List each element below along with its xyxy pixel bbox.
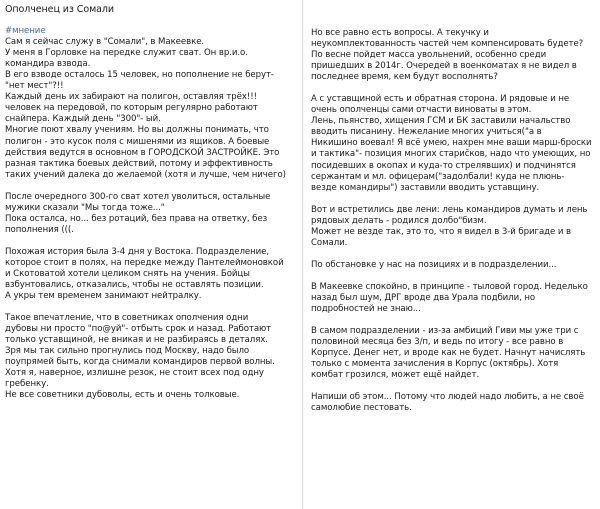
text-line: По обстановке у нас на позициях и в подразделении... [311, 259, 557, 270]
text-line: разная тактика боевых действий, потому и эффективность [5, 158, 273, 169]
text-line: командира взвода. [5, 59, 91, 70]
paragraph [5, 192, 303, 236]
text-line: мужики сказали "Мы тогда тоже..." [5, 202, 165, 213]
text-line: которое стоит в полях, на передке между Пантелеймоновкой [5, 257, 284, 268]
text-line: В его взводе осталось 15 человек, но пополнение не берут- [5, 70, 274, 81]
text-line: таких учений далека до желаемой (хотя и лучше, чем ничего) [5, 169, 286, 180]
text-line: Но все равно есть вопросы. А текучку и [311, 28, 489, 38]
left-column [0, 0, 303, 402]
paragraph-gap [311, 249, 600, 260]
text-line: и тактика"- позиция многих стариčков, надо что умеющих, но [311, 149, 591, 160]
paragraph-gap [311, 271, 600, 282]
text-line: очень ополченцы сами отчасти виноваты в этом. [311, 105, 532, 116]
text-line: только с момента зачисления в Корпус (октябрь). Хотя [311, 359, 559, 370]
text-line: Лень, пьянство, хищения ГСМ и БК заставили начальство [311, 116, 571, 127]
paragraph [311, 28, 600, 83]
text-line: сержантам и мл. офицерам("задолбали! куда не плюнь- [311, 171, 565, 182]
right-body [311, 28, 600, 414]
text-line: У меня в Горловке на передке служит сват. Он вр.и.о. [5, 48, 248, 59]
text-line: Хотя я, наверное, излишне резок, не стоит всех под одну [5, 368, 264, 379]
text-line: только уставщиной, не вникая и не разбираясь в деталях. [5, 335, 268, 346]
text-line: подробностей не знаю... [311, 303, 421, 314]
text-line: самолюбие пестовать. [311, 403, 412, 414]
paragraph [311, 94, 600, 193]
text-line: В самом подразделении - из-за амбиций Гиви мы уже три с [311, 326, 579, 337]
text-line: человек на передовой, по которым регулярно работают [5, 103, 258, 114]
paragraph-gap [5, 181, 303, 192]
text-line: Никишино воевал! Я всё умею, нахрен мне ваши марш-броски [311, 138, 592, 149]
text-line: комбат грозился, может ещё найдет. [311, 370, 480, 381]
text-line: Зря мы так сильно прогнулись под Москву, надо было [5, 346, 250, 357]
text-line: рядовых делать - родился долбо"бизм. [311, 215, 487, 226]
text-line: Похожая история была 3-4 дня у Востока. Подразделение, [5, 246, 270, 257]
text-line: Сомали. [311, 237, 348, 248]
text-line: назад был шум, ДРГ вроде два Урала подбили, но [311, 292, 536, 303]
text-line: везде командиры") заставили вводить уставщину. [311, 182, 540, 193]
text-line: Напиши об этом... Потому что людей надо любить, а не своё [311, 392, 584, 403]
text-line: половиной месяца без 3/п, и ведь по итогу - все равно в [311, 337, 564, 348]
text-line: Может не везде так, это то, что я видел в 3-й бригаде и в [311, 226, 571, 237]
text-line: поупрямей быть, когда снимали командиров первой волны. [5, 357, 275, 368]
paragraph-gap [311, 315, 600, 326]
left-body [5, 37, 303, 401]
right-column [303, 0, 600, 414]
text-line: Каждый день их забирают на полигон, оставляя трёх!!! [5, 92, 257, 103]
text-line: действия ведутся в основном в ГОРОДСКОЙ ЗАСТРОЙКЕ. Это [5, 147, 280, 158]
paragraph [5, 37, 303, 181]
paragraph [311, 282, 600, 315]
paragraph-gap [5, 302, 303, 313]
text-line: Вот и встретились две лени: лень командиров думать и лень [311, 204, 588, 215]
text-line: А укры тем временем занимают нейтралку. [5, 291, 202, 302]
text-line: Сам я сейчас служу в "Сомали", в Макеевке. [5, 37, 205, 48]
text-line: снайпера. Каждый день "300"- ый. [5, 114, 161, 125]
text-line: последнее время, кем будут восполнять? [311, 72, 498, 83]
text-line: посидевших в окопах и куда-то стрелявших) и подчинятся [311, 160, 576, 171]
paragraph [311, 392, 600, 414]
paragraph-gap [311, 194, 600, 205]
text-line: вводить писанину. Нежелание многих учиться("а в [311, 127, 542, 138]
text-line: После очередного 300-го сват хотел уволиться, остальные [5, 191, 271, 202]
paragraph [5, 247, 303, 302]
post-title: Ополченец из Сомали [5, 4, 114, 15]
text-line: По весне пойдет масса увольнений, особенно среди [311, 50, 547, 61]
text-line: и Скотоватой хотели целиком снять на учения. Бойцы [5, 268, 250, 279]
text-line: неукомплектованность частей чем компенсировать будете? [311, 39, 584, 50]
text-line: Пока осталса, но... без ротаций, без права на ответку, без [5, 213, 268, 224]
paragraph [311, 260, 600, 271]
text-line: Многие поют хвалу учениям. Но вы должны понимать, что [5, 125, 269, 136]
text-line: полигон - это кусок поля с мишенями из ящиков. А боевые [5, 136, 270, 147]
text-line: А с уставщиной есть и обратная сторона. И рядовые и не [311, 94, 570, 105]
paragraph-gap [311, 83, 600, 94]
text-line: "нет мест"?!! [5, 81, 64, 92]
text-line: пришедших в 2014г. Очередей в военкоматах я не видел в [311, 61, 577, 72]
text-line: Такое впечатление, что в советниках ополчения одни [5, 313, 249, 324]
paragraph [5, 313, 303, 401]
paragraph [311, 205, 600, 249]
hashtag-link[interactable]: #мнение [5, 26, 46, 37]
text-line: гребенку. [5, 379, 49, 390]
text-line: Корпусе. Денег нет, и вроде как не будет. Начнут начислять [311, 348, 586, 359]
text-line: дубовы ни просто "по@уй"- отбыть срок и назад. Работают [5, 324, 272, 335]
paragraph [311, 326, 600, 381]
paragraph-gap [5, 236, 303, 247]
text-line: Не все советники дубоволы, есть и очень толковые. [5, 390, 240, 401]
text-line: пополнения (((. [5, 224, 74, 235]
text-line: взбунтовались, отказались, чтобы не оставлять позиции. [5, 280, 264, 291]
paragraph-gap [311, 381, 600, 392]
text-line: В Макеевке спокойно, в принципе - тыловой город. Неделько [311, 281, 588, 292]
